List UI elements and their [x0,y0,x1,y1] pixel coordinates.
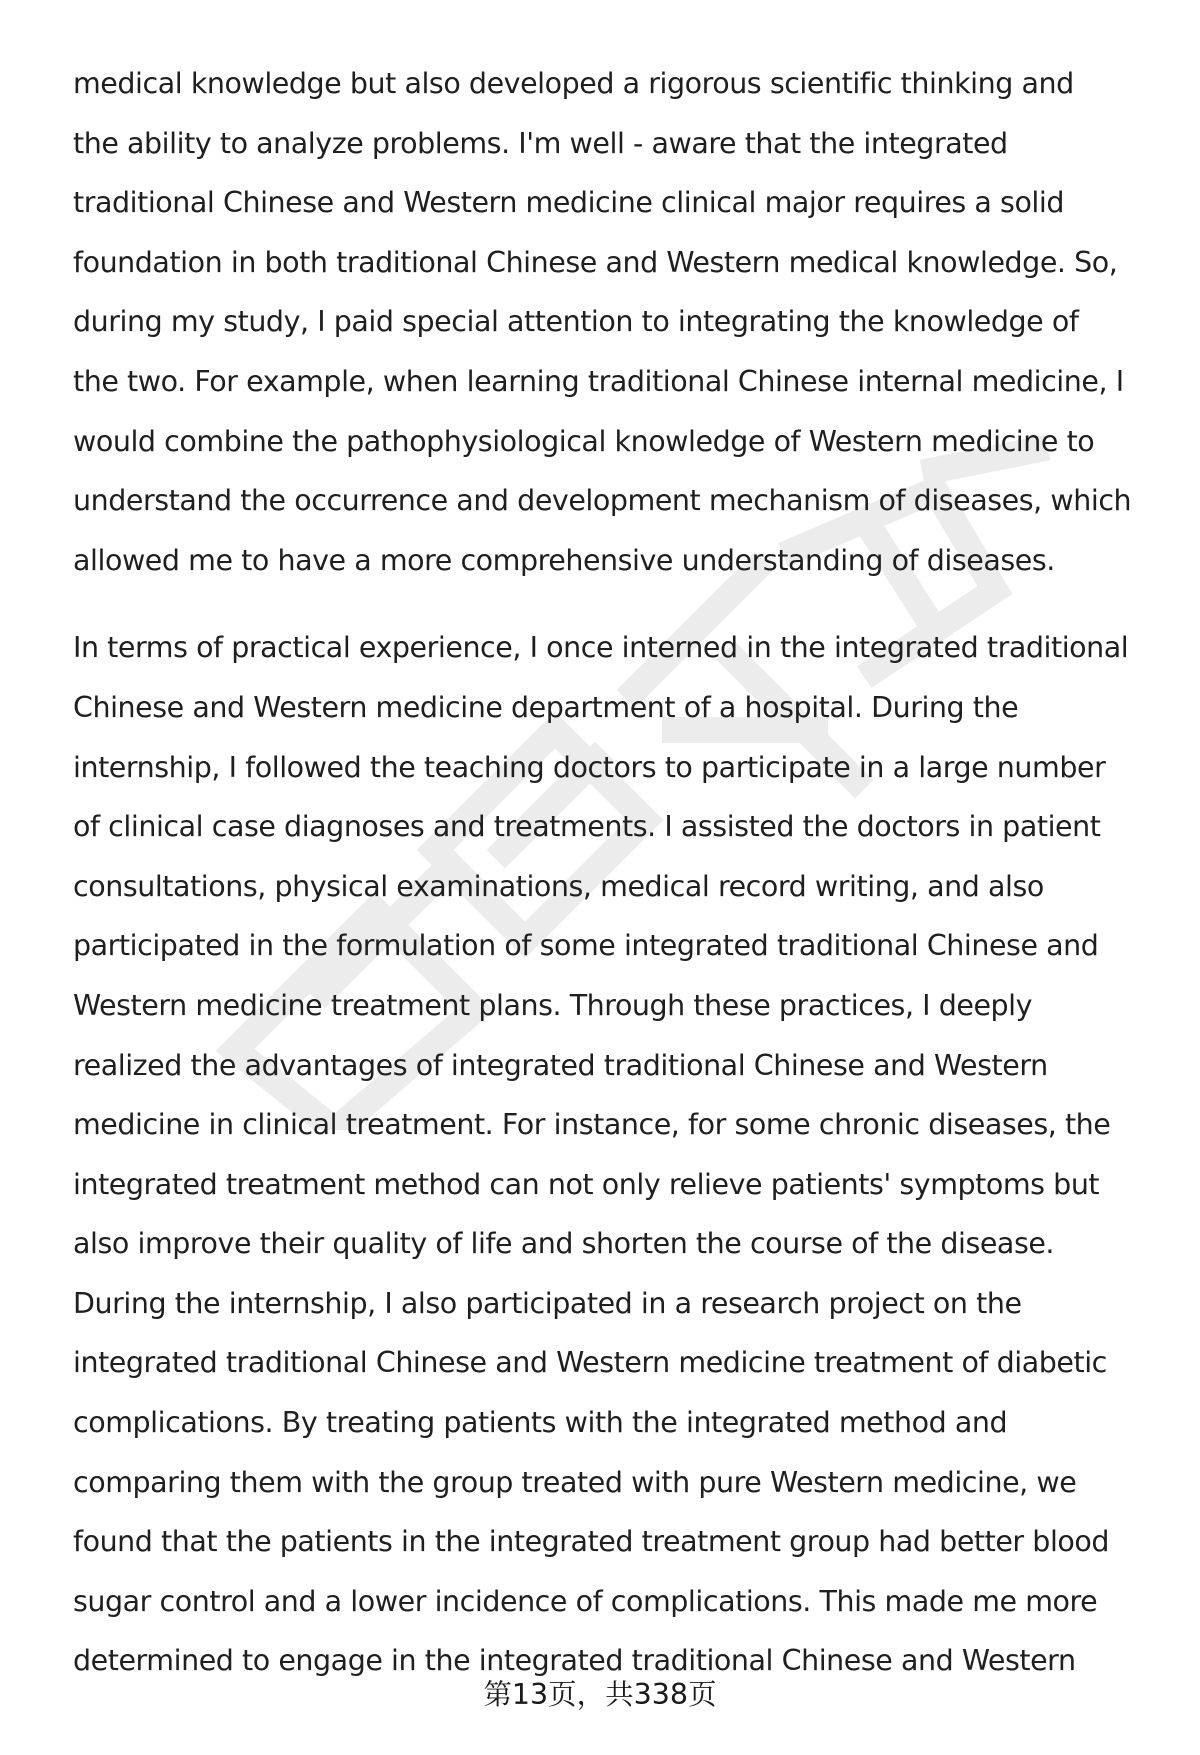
document-body [73,54,1163,1691]
text-line: consultations, physical examinations, medical record writing, and also [73,869,1044,903]
text-line: internship, I followed the teaching doctors to participate in a large number [73,750,1106,784]
text-line: realized the advantages of integrated traditional Chinese and Western [73,1048,1048,1082]
page-number-footer: 第13页，共338页 [483,1678,717,1711]
paragraph-spacer [73,590,1163,618]
text-line: the two. For example, when learning traditional Chinese internal medicine, I [73,364,1124,398]
text-line: determined to engage in the integrated traditional Chinese and Western [73,1644,1076,1678]
text-line: comparing them with the group treated with pure Western medicine, we [73,1465,1077,1499]
text-line: found that the patients in the integrated treatment group had better blood [73,1525,1110,1559]
text-line: During the internship, I also participated in a research project on the [73,1286,1022,1320]
text-line: integrated traditional Chinese and Western medicine treatment of diabetic [73,1346,1107,1380]
text-line: participated in the formulation of some integrated traditional Chinese and [73,929,1099,963]
text-line: medicine in clinical treatment. For instance, for some chronic diseases, the [73,1108,1111,1142]
paragraph-1 [73,54,1163,590]
text-line: would combine the pathophysiological knowledge of Western medicine to [73,424,1095,458]
text-line: traditional Chinese and Western medicine clinical major requires a solid [73,186,1065,220]
text-line: complications. By treating patients with the integrated method and [73,1406,1008,1440]
text-line: Chinese and Western medicine department of a hospital. During the [73,690,1019,724]
text-line: In terms of practical experience, I once interned in the integrated traditional [73,631,1129,665]
text-line: sugar control and a lower incidence of complications. This made me more [73,1584,1098,1618]
text-line: understand the occurrence and development mechanism of diseases, which [73,484,1132,518]
text-line: foundation in both traditional Chinese and Western medical knowledge. So, [73,245,1118,279]
text-line: of clinical case diagnoses and treatments. I assisted the doctors in patient [73,810,1101,844]
paragraph-2 [73,618,1163,1691]
text-line: also improve their quality of life and shorten the course of the disease. [73,1227,1055,1261]
text-line: integrated treatment method can not only relieve patients' symptoms but [73,1167,1100,1201]
text-line: the ability to analyze problems. I'm well - aware that the integrated [73,126,1008,160]
text-line: allowed me to have a more comprehensive understanding of diseases. [73,543,1055,577]
text-line: Western medicine treatment plans. Through these practices, I deeply [73,988,1033,1022]
text-line: medical knowledge but also developed a rigorous scientific thinking and [73,67,1074,100]
text-line: during my study, I paid special attention to integrating the knowledge of [73,305,1079,339]
